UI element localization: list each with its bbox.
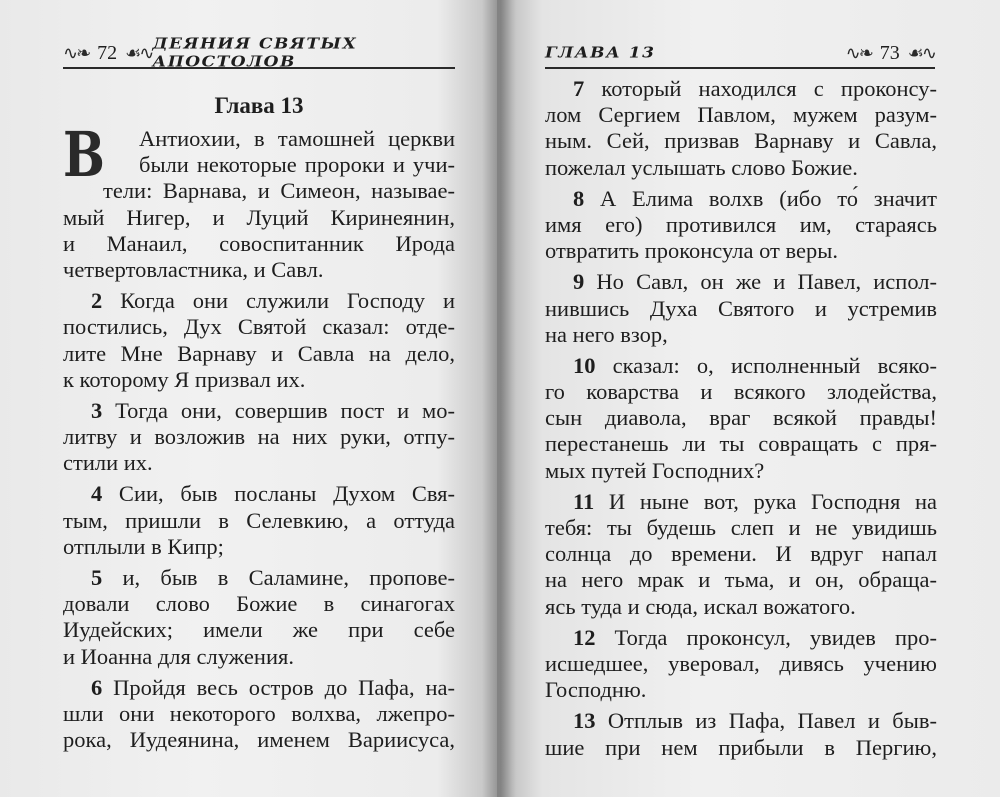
verse-9 xyxy=(545,269,937,348)
verse-number: 2 xyxy=(91,288,103,314)
verse-number: 4 xyxy=(91,481,103,507)
text-line: исшедшее, уверовал, дивясь учению xyxy=(545,650,937,676)
verse-10 xyxy=(545,353,937,484)
verse-7 xyxy=(545,76,937,181)
text-line: 10 сказал: о, исполненный всяко- xyxy=(573,352,937,378)
ornament-right-icon: ☙∿ xyxy=(125,43,153,63)
verse-11 xyxy=(545,489,937,620)
text-line: к которому Я призвал их. xyxy=(63,366,306,392)
right-text-column xyxy=(545,76,937,766)
text-line: нившись Духа Святого и устремив xyxy=(545,295,937,321)
ornament-right-icon: ☙∿ xyxy=(907,43,935,63)
text-line: отплыли в Кипр; xyxy=(63,533,224,559)
text-line: 5 и, быв в Саламине, пропове- xyxy=(91,565,455,590)
left-running-head xyxy=(63,35,455,71)
text-line: и Иоанна для служения. xyxy=(63,643,294,669)
verse-13 xyxy=(545,708,937,760)
text-line: 2 Когда они служили Господу и xyxy=(91,288,455,314)
verse-number: 13 xyxy=(573,708,596,734)
page-number-right: 73 xyxy=(879,41,900,64)
verse-3 xyxy=(63,398,455,477)
text-line: лом Сергием Павлом, мужем разум- xyxy=(545,102,937,128)
verse-number: 8 xyxy=(573,185,585,211)
verse-8 xyxy=(545,186,937,265)
verse-2 xyxy=(63,288,455,393)
text-line: и Манаил, совоспитанник Ирода xyxy=(63,230,455,256)
text-line: 8 А Елима волхв (ибо то́ значит xyxy=(573,185,937,211)
verse-number: 3 xyxy=(91,397,103,423)
text-line: Господню. xyxy=(545,677,647,703)
text-line: 11 И ныне вот, рука Господня на xyxy=(573,488,937,514)
chapter-heading: Глава 13 xyxy=(214,93,304,118)
text-line: были некоторые пророки и учи- xyxy=(139,152,455,178)
verse-1 xyxy=(63,118,455,283)
verse-number: 11 xyxy=(573,488,595,514)
right-page xyxy=(497,0,1000,797)
header-rule-left xyxy=(63,67,455,69)
text-line: 9 Но Савл, он же и Павел, испол- xyxy=(573,269,937,295)
ornament-left-icon: ∿❧ xyxy=(63,43,90,63)
left-text-column xyxy=(63,92,455,758)
verse-number: 5 xyxy=(91,565,103,590)
text-line: 13 Отплыв из Пафа, Павел и быв- xyxy=(573,708,937,734)
header-rule-right xyxy=(545,67,935,69)
text-line: мый Нигер, и Луций Киринеянин, xyxy=(63,204,455,230)
text-line: 6 Пройдя весь остров до Пафа, на- xyxy=(91,674,455,700)
text-line: литву и возложив на них руки, отпу- xyxy=(63,424,455,450)
verse-6 xyxy=(63,675,455,754)
text-line: на него взор, xyxy=(545,321,668,347)
text-line: ным. Сей, призвав Варнаву и Савла, xyxy=(545,128,937,154)
text-line: го коварства и всякого злодейства, xyxy=(545,379,937,405)
verse-number: 10 xyxy=(573,352,596,378)
text-line: тебя: ты будешь слеп и не увидишь xyxy=(545,515,937,540)
ornament-left-icon: ∿❧ xyxy=(845,43,872,63)
drop-cap: В xyxy=(63,118,105,191)
text-line: 4 Сии, быв посланы Духом Свя- xyxy=(91,481,455,507)
text-line: тым, пришли в Селевкию, а оттуда xyxy=(63,507,455,533)
text-line: рока, Иудеянина, именем Вариисуса, xyxy=(63,727,455,753)
text-line: стили их. xyxy=(63,450,153,476)
text-line: на него мрак и тьма, и он, обраща- xyxy=(545,567,937,593)
running-title-left: ДЕЯНИЯ СВЯТЫХ АПОСТОЛОВ xyxy=(152,35,358,71)
verse-number: 12 xyxy=(573,624,596,650)
text-line: лите Мне Варнаву и Савла на дело, xyxy=(63,340,455,366)
text-line: ясь туда и сюда, искал вожатого. xyxy=(545,593,856,619)
text-line: отвратить проконсула от веры. xyxy=(545,238,838,264)
verse-number: 7 xyxy=(573,76,585,101)
text-line: солнца до времени. И вдруг напал xyxy=(545,541,937,567)
text-line: постились, Дух Святой сказал: отде- xyxy=(63,314,455,340)
page-number-left: 72 xyxy=(97,41,118,64)
text-line: шли они некоторого волхва, лжепро- xyxy=(63,700,455,726)
verse-4 xyxy=(63,481,455,560)
text-line: довали слово Божие в синагогах xyxy=(63,591,455,617)
verse-number: 6 xyxy=(91,674,103,700)
text-line: мых путей Господних? xyxy=(545,457,765,483)
verse-number: 9 xyxy=(573,269,585,295)
text-line: 7 который находился с проконсу- xyxy=(573,76,937,101)
verse-5 xyxy=(63,565,455,670)
text-line: тели: Варнава, и Симеон, называе- xyxy=(103,178,455,204)
verse-12 xyxy=(545,625,937,704)
running-title-right: ГЛАВА 13 xyxy=(545,44,656,62)
text-line: Антиохии, в тамошней церкви xyxy=(139,126,455,151)
right-running-head xyxy=(545,38,935,68)
text-line: Иудейских; имели же при себе xyxy=(63,617,455,643)
text-line: пожелал услышать слово Божие. xyxy=(545,154,858,180)
text-line: имя его) противился им, стараясь xyxy=(545,211,937,237)
text-line: сын диавола, враг всякой правды! xyxy=(545,405,937,431)
text-line: четвертовластника, и Савл. xyxy=(63,256,324,282)
text-line: 12 Тогда проконсул, увидев про- xyxy=(573,624,937,650)
text-line: перестанешь ли ты совращать с пря- xyxy=(545,431,937,457)
left-page xyxy=(0,0,497,797)
page-number-group-right xyxy=(846,42,935,65)
text-line: 3 Тогда они, совершив пост и мо- xyxy=(91,397,455,423)
text-line: шие при нем прибыли в Пергию, xyxy=(545,734,937,760)
